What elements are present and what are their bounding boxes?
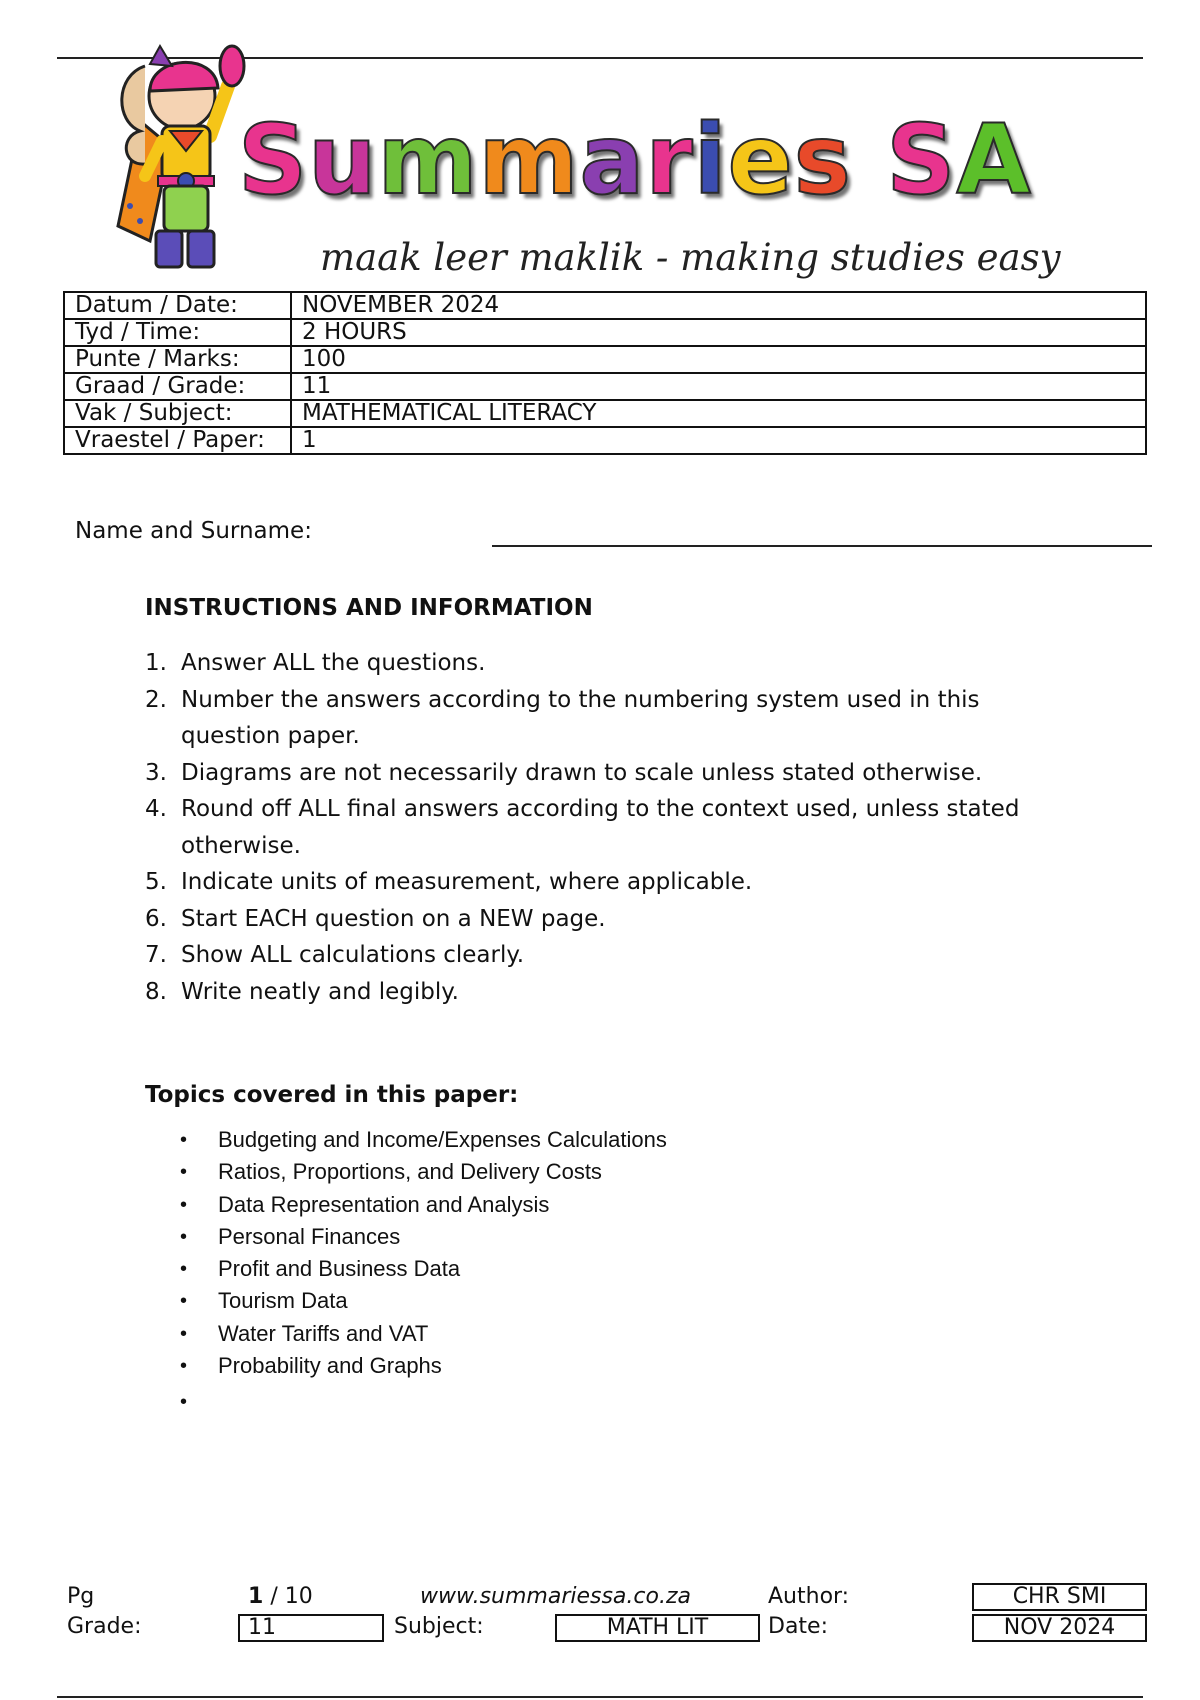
brand-letter: S [238,104,309,216]
bullet: • [180,1161,188,1184]
info-value: MATHEMATICAL LITERACY [291,400,1146,427]
brand-letter: S [886,104,957,216]
topic-text: Personal Finances [218,1223,401,1249]
name-surname-line[interactable] [492,545,1152,547]
info-value: NOVEMBER 2024 [291,292,1146,319]
bullet: • [180,1258,188,1281]
table-row [64,373,1146,400]
topics-list [180,1124,667,1419]
list-item [180,1156,667,1188]
footer-bottom-rule [57,1696,1143,1698]
topic-text: Ratios, Proportions, and Delivery Costs [218,1159,602,1185]
instructions-heading: INSTRUCTIONS AND INFORMATION [145,595,593,621]
list-item [180,1124,667,1156]
brand-letter: e [727,104,794,216]
page-current: 1 [248,1584,264,1609]
footer-website-link[interactable]: www.summariessa.co.za [420,1584,691,1609]
footer-pg-label: Pg [67,1584,95,1609]
footer-date-value: NOV 2024 [972,1614,1147,1642]
item-number: 8. [145,978,167,1005]
footer-author-value: CHR SMI [972,1583,1147,1611]
bullet: • [180,1322,188,1345]
info-value: 11 [291,373,1146,400]
item-text: Number the answers according to the numbering system used in this question paper. [181,686,980,749]
item-number: 3. [145,759,167,786]
footer-subject-value: MATH LIT [555,1614,760,1642]
topic-text: Probability and Graphs [218,1353,442,1379]
topic-text: Tourism Data [218,1288,348,1314]
bullet: • [180,1129,188,1151]
list-item [180,1189,667,1221]
list-item [145,682,1045,755]
footer-grade-value: 11 [238,1614,384,1642]
info-label: Vraestel / Paper: [64,427,291,454]
name-surname-label: Name and Surname: [75,518,312,544]
header-logo [110,26,1110,279]
table-row [64,400,1146,427]
bullet: • [180,1355,188,1378]
item-text: Start EACH question on a NEW page. [181,905,606,932]
bullet: • [180,1290,188,1313]
brand-letter: a [579,104,646,216]
footer-page-number [248,1584,313,1610]
footer-date-label: Date: [768,1614,828,1639]
item-number: 4. [145,796,167,822]
item-text: Round off ALL final answers according to the context used, unless stated otherwise. [181,796,1020,859]
item-number: 1. [145,650,167,676]
list-item [180,1350,667,1382]
info-value: 1 [291,427,1146,454]
brand-letter [852,112,886,208]
info-label: Tyd / Time: [64,319,291,346]
list-item [145,645,1045,682]
list-item [145,755,1045,792]
item-text: Indicate units of measurement, where applicable. [181,869,753,895]
list-item [145,791,1045,864]
brand-letter: A [956,104,1032,216]
list-item [180,1386,667,1418]
table-row [64,319,1146,346]
footer-subject-label: Subject: [394,1614,484,1639]
info-label: Punte / Marks: [64,346,291,373]
footer-author-label: Author: [768,1584,850,1609]
bullet: • [180,1225,188,1248]
list-item [180,1318,667,1350]
list-item [180,1253,667,1285]
topics-heading: Topics covered in this paper: [145,1082,519,1108]
topic-text: Data Representation and Analysis [218,1191,550,1217]
topic-text: Water Tariffs and VAT [218,1320,429,1346]
brand-tagline: maak leer maklik - making studies easy [320,236,1061,279]
list-item [145,864,1045,901]
brand-letter: i [693,104,728,216]
info-label: Graad / Grade: [64,373,291,400]
brand-wordmark [238,104,1032,216]
table-row [64,346,1146,373]
item-number: 6. [145,905,167,932]
page-total: / 10 [270,1584,313,1609]
info-value: 2 HOURS [291,319,1146,346]
info-label: Datum / Date: [64,292,291,319]
item-text: Diagrams are not necessarily drawn to scale unless stated otherwise. [181,759,983,786]
topic-text: Profit and Business Data [218,1256,461,1282]
bullet: • [180,1193,188,1216]
list-item [180,1221,667,1253]
brand-letter: u [308,104,378,216]
brand-letter: s [793,104,852,216]
list-item [145,974,1045,1011]
info-value: 100 [291,346,1146,373]
bullet: • [180,1391,188,1414]
item-text: Write neatly and legibly. [181,978,459,1005]
brand-letter: m [377,104,479,216]
list-item [180,1285,667,1317]
list-item [145,937,1045,974]
item-text: Show ALL calculations clearly. [181,942,525,968]
instructions-list [145,645,1045,1010]
item-number: 5. [145,869,167,895]
info-label: Vak / Subject: [64,400,291,427]
item-text: Answer ALL the questions. [181,650,486,676]
brand-letter: r [645,104,694,216]
topic-text: Budgeting and Income/Expenses Calculations [218,1127,667,1152]
table-row [64,292,1146,319]
item-number: 7. [145,942,167,968]
exam-info-table [63,291,1147,455]
item-number: 2. [145,686,167,713]
brand-letter: m [478,104,580,216]
footer-grade-label: Grade: [67,1614,142,1639]
list-item [145,901,1045,938]
table-row [64,427,1146,454]
